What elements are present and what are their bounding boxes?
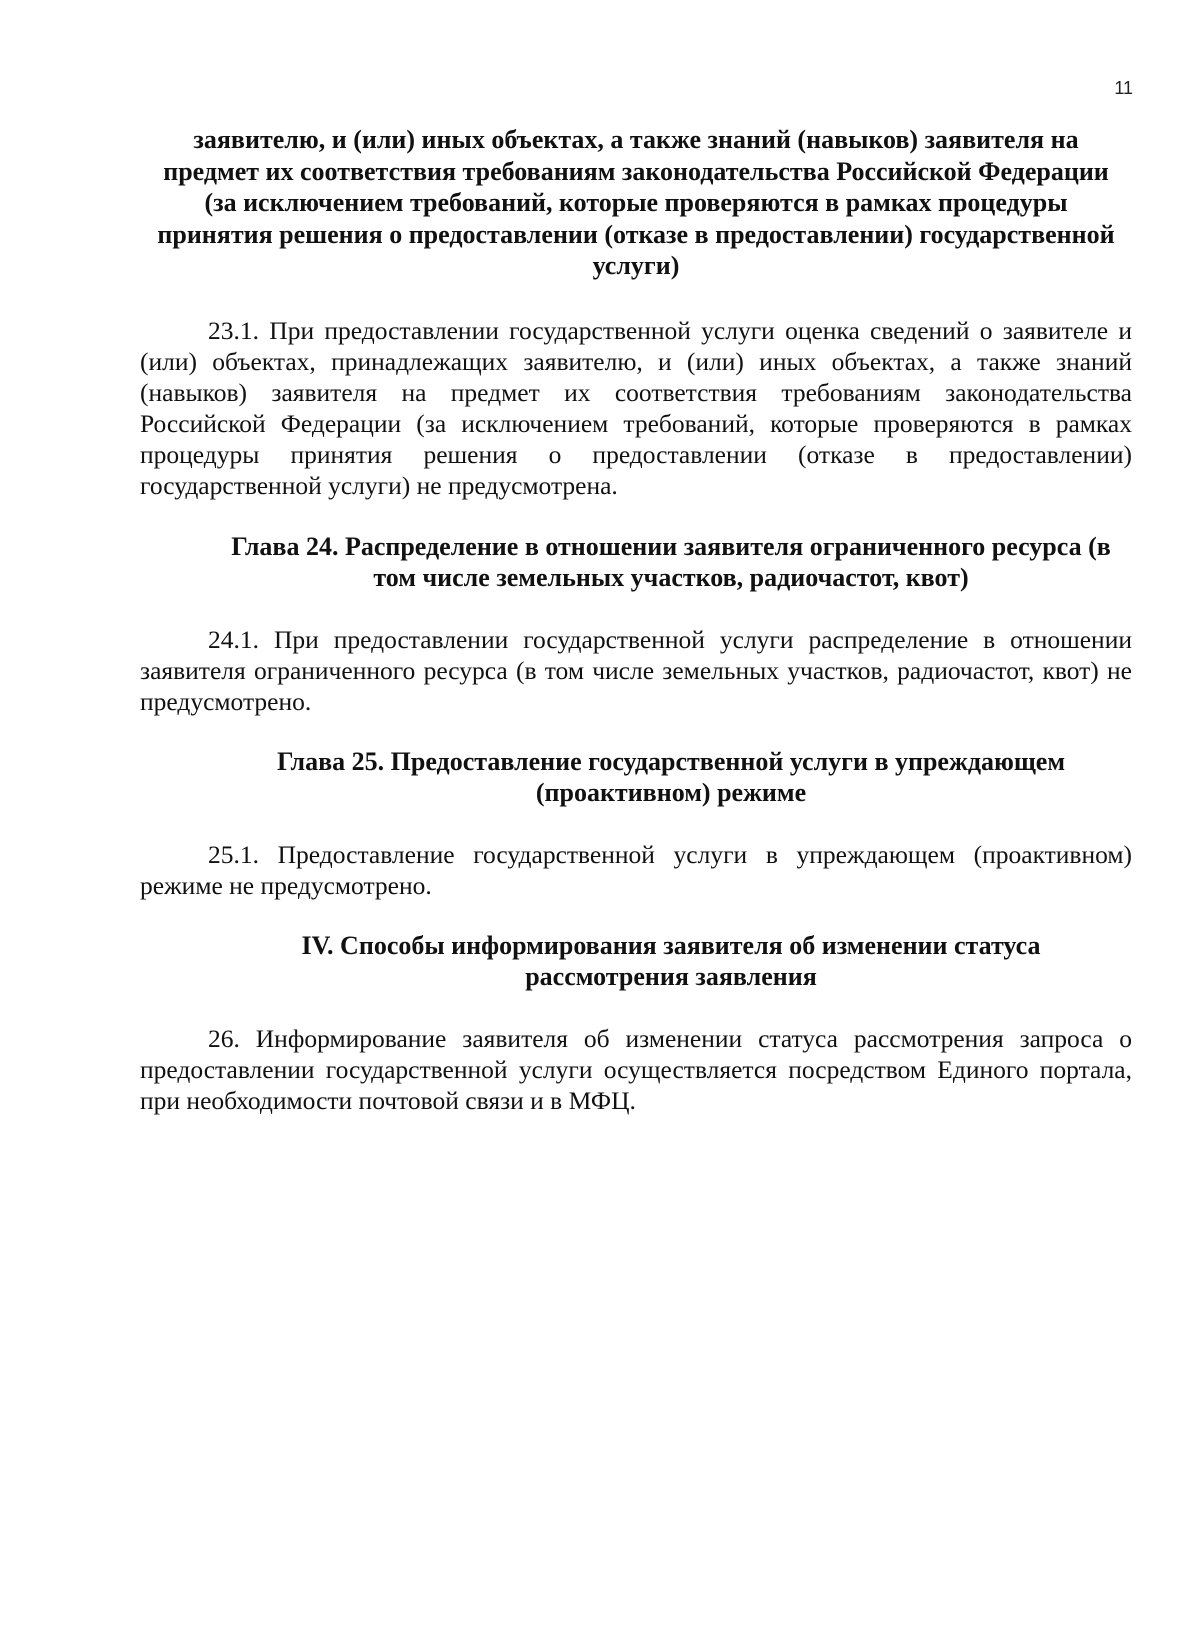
page-content xyxy=(140,124,1132,1116)
spacer xyxy=(140,993,1132,1023)
spacer xyxy=(140,594,1132,624)
chapter-25-heading: Глава 25. Предоставление государственной услуги в упреждающем (проактивном) режиме xyxy=(276,746,1066,807)
chapter-24-heading: Глава 24. Распределение в отношении заявителя ограниченного ресурса (в том числе земельных участков, радиочастот, квот) xyxy=(231,531,1111,592)
paragraph-23-1: 23.1. При предоставлении государственной услуги оценка сведений о заявителе и (или) объектах, принадлежащих заявителю, и (или) иных объектах, а также знаний (навыков) заявителя на предмет их соответствия требованиям законодательства Российской Федерации (за исключением требований, которые проверяются в рамках процедуры принятия решения о предоставлении (отказе в предоставлении) государственной услуги) не предусмотрена. xyxy=(140,315,1132,500)
spacer xyxy=(140,717,1132,746)
paragraph-26: 26. Информирование заявителя об изменении статуса рассмотрения запроса о предоставлении государственной услуги осуществляется посредством Единого портала, при необходимости почтовой связи и в МФЦ. xyxy=(140,1023,1132,1115)
section-iv-heading: IV. Способы информирования заявителя об изменении статуса рассмотрения заявления xyxy=(301,930,1041,991)
spacer xyxy=(140,901,1132,930)
section-heading-continued: заявителю, и (или) иных объектах, а также знаний (навыков) заявителя на предмет их соответствия требованиям законодательства Российской Федерации (за исключением требований, которые проверяются в рамках процедуры принятия решения о предоставлении (отказе в предоставлении) государственной услуги) xyxy=(157,125,1115,280)
spacer xyxy=(140,809,1132,839)
spacer xyxy=(140,501,1132,531)
paragraph-25-1: 25.1. Предоставление государственной услуги в упреждающем (проактивном) режиме не предусмотрено. xyxy=(140,839,1132,900)
page-number: 11 xyxy=(1114,78,1133,98)
paragraph-24-1: 24.1. При предоставлении государственной услуги распределение в отношении заявителя ограниченного ресурса (в том числе земельных участков, радиочастот, квот) не предусмотрено. xyxy=(140,624,1132,716)
spacer xyxy=(140,282,1132,315)
